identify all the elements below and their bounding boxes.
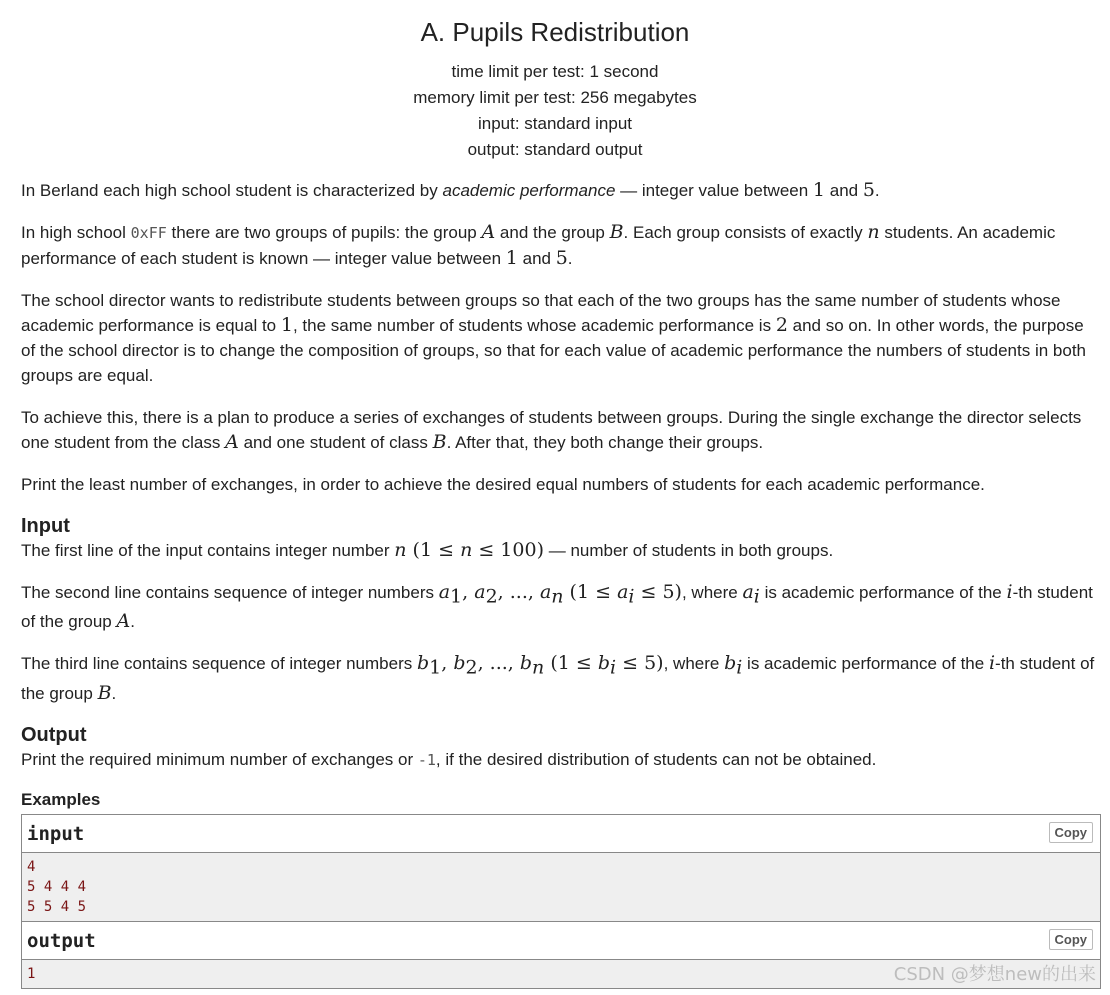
copy-output-button[interactable]: Copy (1049, 929, 1094, 950)
examples-section (21, 790, 1102, 989)
text: , if the desired distribution of students can not be obtained. (435, 749, 877, 769)
math: ≤ 100) (472, 539, 544, 561)
text: . (111, 683, 117, 703)
text: and so on. In other words, the purpose of the school director is to change the composition of groups, so that for each value of academic performance the numbers of students in both groups are equal. (21, 316, 1086, 385)
text: In Berland each high school student is characterized by (21, 181, 443, 200)
text: students. An academic performance of each student is known — integer value between (21, 223, 1056, 268)
math: n (867, 221, 880, 243)
math: b (519, 652, 533, 675)
text: The school director wants to redistribute students between groups so that each of the two groups has the same number of students whose academic performance is equal to (21, 291, 1061, 335)
math: B (609, 221, 624, 243)
math: , (441, 652, 454, 675)
text: is academic performance of the (759, 583, 1007, 602)
math-subscript: i (628, 585, 635, 608)
text: . (874, 181, 880, 200)
output-file: output: standard output (467, 140, 643, 159)
text: and one student of class (238, 433, 433, 452)
memory-limit: memory limit per test: 256 megabytes (413, 88, 697, 107)
math: B (432, 431, 447, 453)
input-file: input: standard input (477, 114, 633, 133)
example-output-label: output (27, 929, 96, 952)
text: , the same number of students whose academic performance is (292, 316, 776, 335)
math-subscript: 1 (429, 656, 442, 679)
math: b (724, 652, 737, 675)
watermark: CSDN @梦想new的出来 (893, 964, 1096, 985)
math: , (462, 581, 475, 603)
input-section-title: Input (21, 515, 70, 537)
example-input-content: 4 5 4 4 4 5 5 4 5 (22, 853, 1100, 921)
math: (1 ≤ (544, 652, 598, 675)
math: a (742, 581, 754, 603)
math: B (97, 681, 112, 704)
time-limit: time limit per test: 1 second (451, 62, 659, 81)
math-subscript: i (736, 656, 743, 679)
inline-code: -1 (417, 750, 436, 769)
text: To achieve this, there is a plan to produce a series of exchanges of students between groups. During the single exchange the director selects one student from the class (21, 408, 1082, 452)
math: a (539, 581, 552, 603)
math-subscript: n (532, 656, 545, 679)
input-section (21, 514, 1102, 706)
text: . (567, 249, 573, 268)
problem-limits (0, 59, 1110, 163)
math: n (394, 539, 407, 561)
math: A (481, 221, 496, 243)
math: (1 ≤ (406, 539, 461, 561)
emphasis-text: academic performance (442, 181, 616, 200)
text: , where (663, 654, 725, 674)
math: , ..., (477, 652, 520, 675)
statement-paragraph-1 (21, 178, 1102, 203)
math: (1 ≤ (563, 581, 618, 603)
math: n (460, 539, 473, 561)
math: A (116, 610, 131, 633)
text: Print the required minimum number of exchanges or (21, 749, 418, 769)
input-line-2 (21, 580, 1102, 634)
math: a (617, 581, 629, 603)
math-subscript: 1 (450, 585, 463, 608)
example-output-header (22, 921, 1100, 960)
text: The second line contains sequence of integer numbers (21, 583, 439, 602)
math-subscript: 2 (465, 656, 478, 679)
text: The third line contains sequence of integer numbers (21, 654, 417, 674)
inline-code: 0xFF (130, 224, 167, 242)
text: . Each group consists of exactly (623, 223, 868, 242)
input-line-1 (21, 538, 1102, 563)
math: b (416, 652, 430, 675)
math: b (453, 652, 466, 675)
text: and (825, 181, 863, 200)
problem-header (0, 0, 1110, 163)
output-section (21, 723, 1102, 773)
text: , where (681, 583, 743, 602)
math-subscript: i (610, 656, 617, 679)
math: b (597, 652, 611, 675)
statement-paragraph-2 (21, 220, 1102, 271)
math: A (225, 431, 239, 453)
input-line-3 (21, 651, 1102, 705)
problem-title: A. Pupils Redistribution (420, 17, 690, 47)
text: — number of students in both groups. (544, 541, 834, 560)
math: 1 (505, 247, 518, 269)
copy-input-button[interactable]: Copy (1049, 822, 1094, 843)
text: and (517, 249, 556, 268)
problem-statement (21, 178, 1102, 989)
text: . After that, they both change their groups. (446, 433, 764, 452)
statement-paragraph-4 (21, 405, 1102, 455)
text: The first line of the input contains integer number (21, 541, 395, 560)
math: 5 (555, 247, 568, 269)
text: is academic performance of the (742, 654, 989, 674)
statement-paragraph-3 (21, 288, 1102, 388)
math: ≤ 5) (616, 652, 664, 675)
math: 1 (280, 314, 293, 336)
math-subscript: n (551, 585, 564, 608)
output-description (21, 747, 1102, 773)
math: i (988, 652, 996, 675)
text: . (130, 612, 135, 632)
text: and the group (495, 223, 610, 242)
example-input-label: input (27, 822, 85, 845)
math-subscript: i (753, 585, 760, 608)
text: — integer value between (615, 181, 813, 200)
math: 1 (812, 179, 826, 201)
text: -th student of the group (21, 654, 1095, 703)
statement-paragraph-5: Print the least number of exchanges, in order to achieve the desired equal numbers of students for each academic performance. (21, 475, 985, 494)
math: , ..., (497, 581, 540, 603)
math: a (438, 581, 451, 603)
text: there are two groups of pupils: the group (166, 223, 482, 242)
math: i (1006, 581, 1013, 603)
example-output-content: 1 (22, 960, 1100, 988)
math: a (474, 581, 486, 603)
math: 2 (775, 314, 788, 336)
math-subscript: 2 (485, 585, 498, 608)
output-section-title: Output (21, 723, 87, 746)
text: In high school (21, 223, 131, 242)
math: 5 (862, 179, 875, 201)
example-input-header (22, 815, 1100, 853)
examples-title: Examples (21, 789, 101, 809)
text: -th student of the group (21, 583, 1093, 632)
math: ≤ 5) (634, 581, 682, 603)
